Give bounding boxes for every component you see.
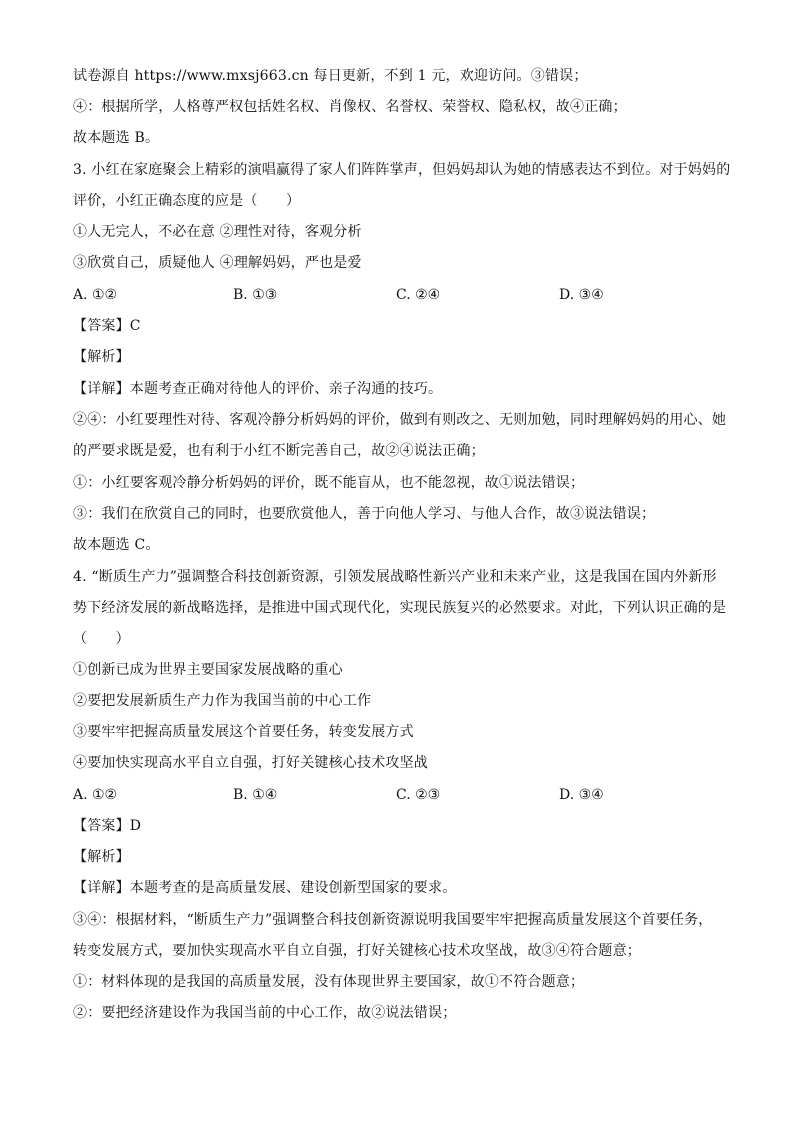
q4-option-b: B. ①④ <box>233 787 278 803</box>
q4-option-c: C. ②③ <box>396 787 441 803</box>
q4-option-a: A. ①② <box>73 787 118 803</box>
prev-conclusion: 故本题选 B。 <box>73 130 160 146</box>
q3-stem-line-2: 评价，小红正确态度的应是（ ） <box>73 193 301 209</box>
q4-stem-line-3: （ ） <box>73 631 130 647</box>
q4-statement-1: ①创新已成为世界主要国家发展战略的重心 <box>73 662 343 678</box>
q3-conclusion: 故本题选 C。 <box>73 537 160 553</box>
q3-analysis-24-line-2: 的严要求既是爱，也有利于小红不断完善自己，故②④说法正确； <box>73 443 485 459</box>
q4-analysis-34-line-2: 转变发展方式，要加快实现高水平自立自强，打好关键核心技术攻坚战，故③④符合题意； <box>73 943 641 959</box>
q3-detail: 【详解】本题考查正确对待他人的评价、亲子沟通的技巧。 <box>73 381 443 397</box>
q3-statements-1-2: ①人无完人，不必在意 ②理性对待，客观分析 <box>73 224 362 240</box>
q4-analysis-heading: 【解析】 <box>73 849 130 865</box>
q3-analysis-heading: 【解析】 <box>73 349 130 365</box>
q4-analysis-2: ②：要把经济建设作为我国当前的中心工作，故②说法错误； <box>73 1005 457 1021</box>
q3-option-c: C. ②④ <box>396 287 441 303</box>
q3-statements-3-4: ③欣赏自己，质疑他人 ④理解妈妈，严也是爱 <box>73 255 362 271</box>
q4-statement-2: ②要把发展新质生产力作为我国当前的中心工作 <box>73 693 372 709</box>
q4-statement-3: ③要牢牢把握高质量发展这个首要任务，转变发展方式 <box>73 724 414 740</box>
q4-answer: 【答案】D <box>73 818 142 834</box>
q4-stem-line-1: 4. “断质生产力”强调整合科技创新资源，引领发展战略性新兴产业和未来产业，这是我国在国内外新形 <box>73 569 717 585</box>
prev-analysis-4: ④：根据所学，人格尊严权包括姓名权、肖像权、名誉权、荣誉权、隐私权，故④正确； <box>73 99 627 115</box>
q3-analysis-1: ①：小红要客观冷静分析妈妈的评价，既不能盲从，也不能忽视，故①说法错误； <box>73 475 585 491</box>
q4-stem-line-2: 势下经济发展的新战略选择，是推进中国式现代化，实现民族复兴的必然要求。对此，下列认识正确的是 <box>73 600 727 616</box>
q4-detail: 【详解】本题考查的是高质量发展、建设创新型国家的要求。 <box>73 880 457 896</box>
q4-statement-4: ④要加快实现高水平自立自强，打好关键核心技术攻坚战 <box>73 755 428 771</box>
source-line: 试卷源自 https://www.mxsj663.cn 每日更新，不到 1 元，欢迎访问。③错误； <box>73 68 588 84</box>
q4-option-d: D. ③④ <box>559 787 604 803</box>
q3-option-b: B. ①③ <box>233 287 278 303</box>
q3-stem-line-1: 3. 小红在家庭聚会上精彩的演唱赢得了家人们阵阵掌声，但妈妈却认为她的情感表达不到位。对于妈妈的 <box>73 162 731 178</box>
q3-option-a: A. ①② <box>73 287 118 303</box>
q3-option-d: D. ③④ <box>559 287 604 303</box>
q4-analysis-1: ①：材料体现的是我国的高质量发展，没有体现世界主要国家，故①不符合题意； <box>73 974 585 990</box>
q3-analysis-24-line-1: ②④：小红要理性对待、客观冷静分析妈妈的评价，做到有则改之、无则加勉，同时理解妈妈的用心、她 <box>73 412 727 428</box>
q3-analysis-3: ③：我们在欣赏自己的同时，也要欣赏他人，善于向他人学习、与他人合作，故③说法错误； <box>73 506 656 522</box>
q4-analysis-34-line-1: ③④：根据材料，“断质生产力”强调整合科技创新资源说明我国要牢牢把握高质量发展这个首要任务， <box>73 912 713 928</box>
q3-answer: 【答案】C <box>73 318 141 334</box>
